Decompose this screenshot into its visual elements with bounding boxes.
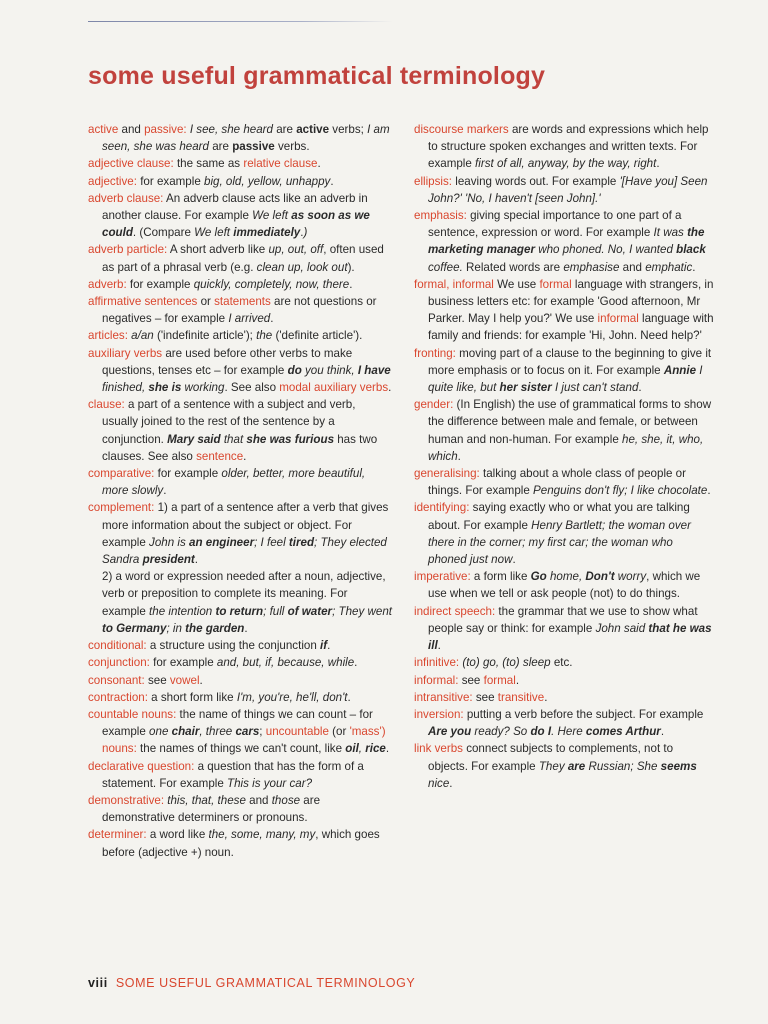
entry-text: see — [472, 690, 498, 704]
entry-text: or — [197, 295, 215, 309]
entry-text: seems — [660, 759, 697, 773]
glossary-term: countable nouns: — [88, 707, 177, 721]
entry-text: that — [220, 432, 247, 446]
glossary-term: adverb particle: — [88, 243, 168, 257]
entry-text: ; I feel — [254, 535, 289, 549]
entry-text: 2) a word or expression needed after a noun, adjective, verb or preposition to complete its meaning. For example — [102, 570, 386, 618]
entry-text: . — [270, 312, 274, 326]
entry-text: the marketing manager — [428, 226, 705, 257]
entry-text: . — [692, 260, 696, 274]
glossary-term: comparative: — [88, 467, 155, 481]
entry-text: for example — [154, 467, 222, 481]
glossary-entry — [88, 654, 394, 671]
entry-text: , which we use when we tell or ask people (not) to do things. — [428, 570, 701, 601]
entry-text: Are you — [428, 725, 472, 739]
entry-text: . — [707, 484, 711, 498]
entry-text: are words and expressions which help to structure spoken exchanges and written texts. For example — [428, 123, 709, 171]
glossary-term: adjective: — [88, 174, 137, 188]
entry-text: the same as — [173, 157, 244, 171]
glossary-entry — [414, 706, 714, 740]
glossary-term: 'mass') nouns: — [102, 725, 386, 756]
entry-text: . — [349, 277, 353, 291]
entry-text: are — [209, 140, 233, 154]
entry-text: giving special importance to one part of a sentence, expression or word. For example — [428, 209, 682, 240]
glossary-entry — [414, 603, 714, 655]
glossary-term: contraction: — [88, 690, 148, 704]
entry-text: language with family and friends: for example 'Hi, John. Need help?' — [428, 312, 714, 343]
glossary-entry — [88, 499, 394, 568]
glossary-term: adjective clause: — [88, 157, 174, 171]
entry-text: I just can't stand — [551, 381, 639, 395]
glossary-term: uncountable — [265, 725, 329, 739]
entry-text: Go — [530, 570, 547, 584]
entry-text: , which goes before (adjective +) noun. — [102, 828, 380, 859]
glossary-term: articles: — [88, 329, 128, 343]
entry-text: rice — [365, 742, 386, 756]
entry-text: he, she, it, who, which — [428, 432, 704, 463]
entry-text: see — [144, 673, 170, 687]
entry-text: oil — [345, 742, 359, 756]
entry-text: Penguins don't fly; I like chocolate — [533, 484, 708, 498]
glossary-term: affirmative sentences — [88, 295, 198, 309]
glossary-term: intransitive: — [414, 690, 473, 704]
entry-text: connect subjects to complements, not to objects. For example — [428, 742, 674, 773]
entry-text: if — [320, 639, 328, 653]
glossary-entry — [414, 207, 714, 276]
entry-text: I see, she heard — [186, 123, 273, 136]
glossary-term: formal — [483, 673, 516, 687]
entry-text: ; in — [166, 621, 186, 635]
entry-text: (In English) the use of grammatical forms to show the difference between male and female, or between human and non-human. For example — [428, 398, 712, 446]
glossary-term: formal — [539, 277, 572, 291]
running-head: SOME USEFUL GRAMMATICAL TERMINOLOGY — [115, 976, 416, 990]
glossary-term: indirect speech: — [414, 604, 496, 618]
entry-text: a part of a sentence with a subject and verb, usually joined to the rest of the sentence by a conjunction. — [102, 398, 356, 446]
entry-text: . — [317, 157, 321, 171]
glossary-term: emphasis: — [414, 209, 467, 223]
entry-text: a short form like — [147, 690, 237, 704]
glossary-term: sentence — [196, 449, 244, 463]
entry-text: a question that has the form of a statement. For example — [102, 759, 364, 790]
entry-text: (to) go, (to) sleep — [459, 656, 551, 670]
entry-text: a/an — [127, 329, 154, 343]
entry-text: (or — [328, 725, 350, 739]
glossary-term: relative clause — [243, 157, 318, 171]
entry-text: . — [656, 157, 660, 171]
glossary-term: conjunction: — [88, 656, 150, 670]
entry-text: the, some, many, my — [208, 828, 316, 842]
entry-text: . — [354, 656, 358, 670]
entry-text: . — [437, 639, 441, 653]
glossary-term: clause: — [88, 398, 125, 412]
glossary-entry — [414, 465, 714, 499]
entry-text: . — [330, 174, 334, 188]
glossary-entry — [88, 826, 394, 860]
entry-text: . — [243, 449, 247, 463]
entry-text: '[Have you] Seen John?' 'No, I haven't [seen John].' — [428, 174, 708, 205]
entry-text: a structure using the conjunction — [146, 639, 321, 653]
entry-text: active — [296, 123, 330, 136]
entry-text: big, old, yellow, unhappy — [204, 174, 331, 188]
glossary-entry — [88, 672, 394, 689]
glossary-term: modal auxiliary verbs — [279, 381, 389, 395]
entry-text: an engineer — [189, 535, 255, 549]
entry-text: and — [619, 260, 646, 274]
glossary-term: infinitive: — [414, 656, 460, 670]
entry-text: first of all, anyway, by the way, right — [475, 157, 657, 171]
entry-text: I quite like, but — [428, 363, 703, 395]
entry-text: those — [271, 793, 301, 807]
entry-text: 1) a part of a sentence after a verb that gives more information about the subject or object. For example — [102, 501, 389, 549]
entry-text: etc. — [550, 656, 573, 670]
entry-text: chair — [171, 725, 200, 739]
glossary-entry — [414, 740, 714, 792]
entry-text: I am seen, she was heard — [102, 123, 390, 154]
entry-text: . — [347, 690, 351, 704]
entry-text: I'm, you're, he'll, don't — [236, 690, 348, 704]
glossary-entry — [88, 121, 394, 155]
entry-text: . — [300, 226, 304, 240]
glossary-entry — [88, 396, 394, 465]
glossary-term: demonstrative: — [88, 793, 165, 807]
entry-text: quickly, completely, now, there — [193, 277, 350, 291]
entry-text: are demonstrative determiners or pronouns. — [102, 793, 321, 825]
entry-text: ) — [303, 226, 308, 240]
entry-text: Henry Bartlett; the woman over there in the corner; my first car; the woman who phoned just now — [428, 518, 691, 567]
glossary-entry — [414, 276, 714, 345]
entry-text: older, better, more beautiful, more slowly — [102, 467, 366, 498]
glossary-term: determiner: — [88, 828, 147, 842]
entry-text: verbs; — [329, 123, 368, 136]
entry-text: up, out, off — [268, 243, 324, 257]
glossary-term: vowel — [169, 673, 200, 687]
glossary-term: discourse markers — [414, 123, 509, 136]
entry-text: comes Arthur — [585, 725, 661, 739]
entry-text: ; full — [263, 604, 288, 618]
entry-text: John said — [595, 621, 649, 635]
glossary-entry — [414, 121, 714, 173]
entry-text: and, but, if, because, while — [216, 656, 355, 670]
entry-text: for example — [136, 174, 204, 188]
entry-text: cars — [235, 725, 260, 739]
glossary-term: inversion: — [414, 707, 464, 721]
entry-text: emphasise — [563, 260, 620, 274]
entry-text: . (Compare — [132, 226, 195, 240]
glossary-term: adverb: — [88, 277, 127, 291]
entry-text: . — [327, 639, 331, 653]
glossary-entry — [88, 276, 394, 293]
glossary-left-column — [88, 121, 394, 861]
entry-text: ('definite article'). — [272, 329, 363, 343]
entry-text: clean up, look out — [256, 260, 348, 274]
entry-text: . — [638, 381, 642, 395]
glossary-term: transitive — [497, 690, 545, 704]
entry-text: I have — [357, 363, 391, 377]
entry-text: the — [256, 329, 273, 343]
entry-text: . Here — [551, 725, 586, 739]
glossary-entry — [414, 173, 714, 207]
entry-text: ). — [347, 260, 355, 274]
glossary-entry — [88, 293, 394, 327]
entry-text: , three — [199, 725, 236, 739]
glossary-entry — [414, 672, 714, 689]
entry-text: a word like — [146, 828, 209, 842]
entry-text: nice — [428, 776, 450, 790]
entry-text: are not questions or negatives – for example — [102, 295, 377, 326]
glossary-term: ellipsis: — [414, 174, 453, 188]
glossary-term: formal, informal — [414, 277, 494, 291]
glossary-right-column — [414, 121, 714, 792]
top-rule — [88, 21, 393, 22]
entry-text: working — [181, 381, 225, 395]
glossary-term: statements — [214, 295, 271, 309]
entry-text: has two clauses. See also — [102, 432, 378, 463]
entry-text: she is — [148, 381, 182, 395]
entry-text: , often used as part of a phrasal verb (e.g. — [102, 243, 384, 274]
glossary-term: informal — [597, 312, 639, 326]
glossary-term: active — [88, 123, 119, 136]
entry-text: a form like — [470, 570, 531, 584]
entry-text: . — [660, 725, 665, 739]
entry-text: . — [194, 553, 199, 567]
glossary-entry — [88, 327, 394, 344]
entry-text: one — [149, 725, 172, 739]
glossary-entry — [414, 396, 714, 465]
entry-text: leaving words out. For example — [452, 174, 620, 188]
glossary-term: gender: — [414, 398, 454, 412]
entry-text: president — [142, 553, 195, 567]
entry-text: are — [273, 123, 297, 136]
entry-text: They — [538, 759, 568, 773]
entry-text: do — [287, 363, 302, 377]
glossary-entry — [414, 689, 714, 706]
entry-text: Russian; She — [585, 759, 661, 773]
entry-text: as soon as we could — [102, 209, 370, 240]
glossary-term: identifying: — [414, 501, 470, 515]
glossary-entry — [88, 689, 394, 706]
glossary-term: auxiliary verbs — [88, 346, 163, 360]
entry-text: of water — [287, 604, 333, 618]
entry-text: worry — [614, 570, 647, 584]
entry-text: It was — [653, 226, 688, 240]
entry-text: This is your car? — [227, 776, 313, 790]
entry-text: ready? So — [471, 725, 531, 739]
entry-text: . — [163, 484, 167, 498]
entry-text: passive — [232, 140, 275, 154]
glossary-entry — [88, 173, 394, 190]
entry-text: the garden — [185, 621, 245, 635]
page-title: some useful grammatical terminology — [88, 62, 546, 90]
glossary-entry — [88, 241, 394, 275]
entry-text: ; They elected Sandra — [102, 535, 387, 567]
entry-text: who phoned. No, I wanted — [534, 243, 677, 257]
entry-text: for example — [126, 277, 194, 291]
entry-text: ; — [259, 725, 266, 739]
entry-text: that he was ill — [428, 621, 712, 653]
glossary-term: imperative: — [414, 570, 471, 584]
entry-text: do I — [530, 725, 552, 739]
glossary-entry — [88, 568, 394, 637]
entry-text: to return — [215, 604, 264, 618]
entry-text: . — [457, 449, 461, 463]
entry-text: talking about a whole class of people or things. For example — [428, 467, 686, 498]
glossary-term: fronting: — [414, 346, 456, 360]
entry-text: the name of things we can count – for example — [102, 707, 373, 739]
entry-text: tired — [288, 535, 315, 549]
entry-text: verbs. — [274, 140, 310, 154]
glossary-entry — [88, 792, 394, 826]
glossary-entry — [88, 758, 394, 792]
entry-text: . — [244, 621, 248, 635]
glossary-term: complement: — [88, 501, 155, 515]
glossary-term: link verbs — [414, 742, 463, 756]
entry-text: We left — [194, 226, 234, 240]
page-number: viii — [88, 976, 108, 990]
glossary-term: informal: — [414, 673, 459, 687]
entry-text: Don't — [585, 570, 615, 584]
glossary-term: conditional: — [88, 639, 147, 653]
entry-text: for example — [149, 656, 217, 670]
entry-text: An adverb clause acts like an adverb in another clause. For example — [102, 191, 368, 223]
entry-text: putting a verb before the subject. For example — [463, 707, 704, 721]
entry-text: finished, — [102, 381, 149, 395]
entry-text: are used before other verbs to make questions, tenses etc – for example — [102, 346, 353, 377]
glossary-term: consonant: — [88, 673, 145, 687]
entry-text: language with strangers, in business letters etc: for example 'Good afternoon, Mr Parker. May I help you?' We use — [428, 277, 714, 326]
entry-text: . — [515, 673, 520, 687]
entry-text: . — [449, 776, 453, 790]
glossary-entry — [88, 190, 394, 242]
glossary-entry — [88, 155, 394, 172]
glossary-entry — [414, 345, 714, 397]
glossary-term: generalising: — [414, 467, 480, 481]
entry-text: see — [458, 673, 484, 687]
page-footer — [88, 976, 415, 990]
glossary-term: adverb clause: — [88, 191, 164, 205]
entry-text: . — [544, 690, 548, 704]
entry-text: . — [388, 381, 392, 395]
entry-text: moving part of a clause to the beginning to give it more emphasis or to focus on it. For example — [428, 346, 712, 377]
entry-text: to Germany — [102, 621, 167, 635]
entry-text: . See also — [224, 381, 280, 395]
entry-text: you think, — [301, 363, 358, 377]
entry-text: Related words are — [462, 260, 564, 274]
glossary-entry — [88, 345, 394, 397]
glossary-entry — [414, 654, 714, 671]
entry-text: this, that, these — [164, 793, 246, 807]
glossary-entry — [88, 465, 394, 499]
entry-text: ('indefinite article'); — [153, 329, 257, 343]
glossary-entry — [414, 568, 714, 602]
glossary-entry — [88, 637, 394, 654]
entry-text: I arrived — [228, 312, 271, 326]
entry-text: . — [385, 742, 390, 756]
entry-text: Annie — [663, 363, 697, 377]
entry-text: We left — [252, 209, 292, 223]
entry-text: saying exactly who or what you are talking about. For example — [428, 501, 690, 532]
entry-text: . — [199, 673, 203, 687]
entry-text: . — [512, 553, 516, 567]
glossary-term: passive: — [144, 123, 187, 136]
entry-text: the grammar that we use to show what people say or think: for example — [428, 604, 698, 635]
entry-text: emphatic — [645, 260, 693, 274]
entry-text: and — [118, 123, 145, 136]
entry-text: her sister — [499, 381, 552, 395]
glossary-entry — [414, 499, 714, 568]
glossary-entry — [88, 706, 394, 758]
entry-text: the intention — [149, 604, 216, 618]
entry-text: John is — [149, 535, 190, 549]
entry-text: she was furious — [246, 432, 335, 446]
entry-text: Mary said — [167, 432, 221, 446]
entry-text: , — [358, 742, 366, 756]
entry-text: the names of things we can't count, like — [136, 742, 346, 756]
glossary-term: declarative question: — [88, 759, 195, 773]
entry-text: home, — [546, 570, 586, 584]
entry-text: and — [245, 793, 272, 807]
entry-text: A short adverb like — [167, 243, 269, 257]
entry-text: black — [676, 243, 706, 257]
entry-text: We use — [493, 277, 540, 291]
entry-text: immediately — [233, 226, 301, 240]
entry-text: are — [567, 759, 586, 773]
entry-text: ; They went — [332, 604, 392, 618]
entry-text: coffee. — [428, 260, 463, 274]
